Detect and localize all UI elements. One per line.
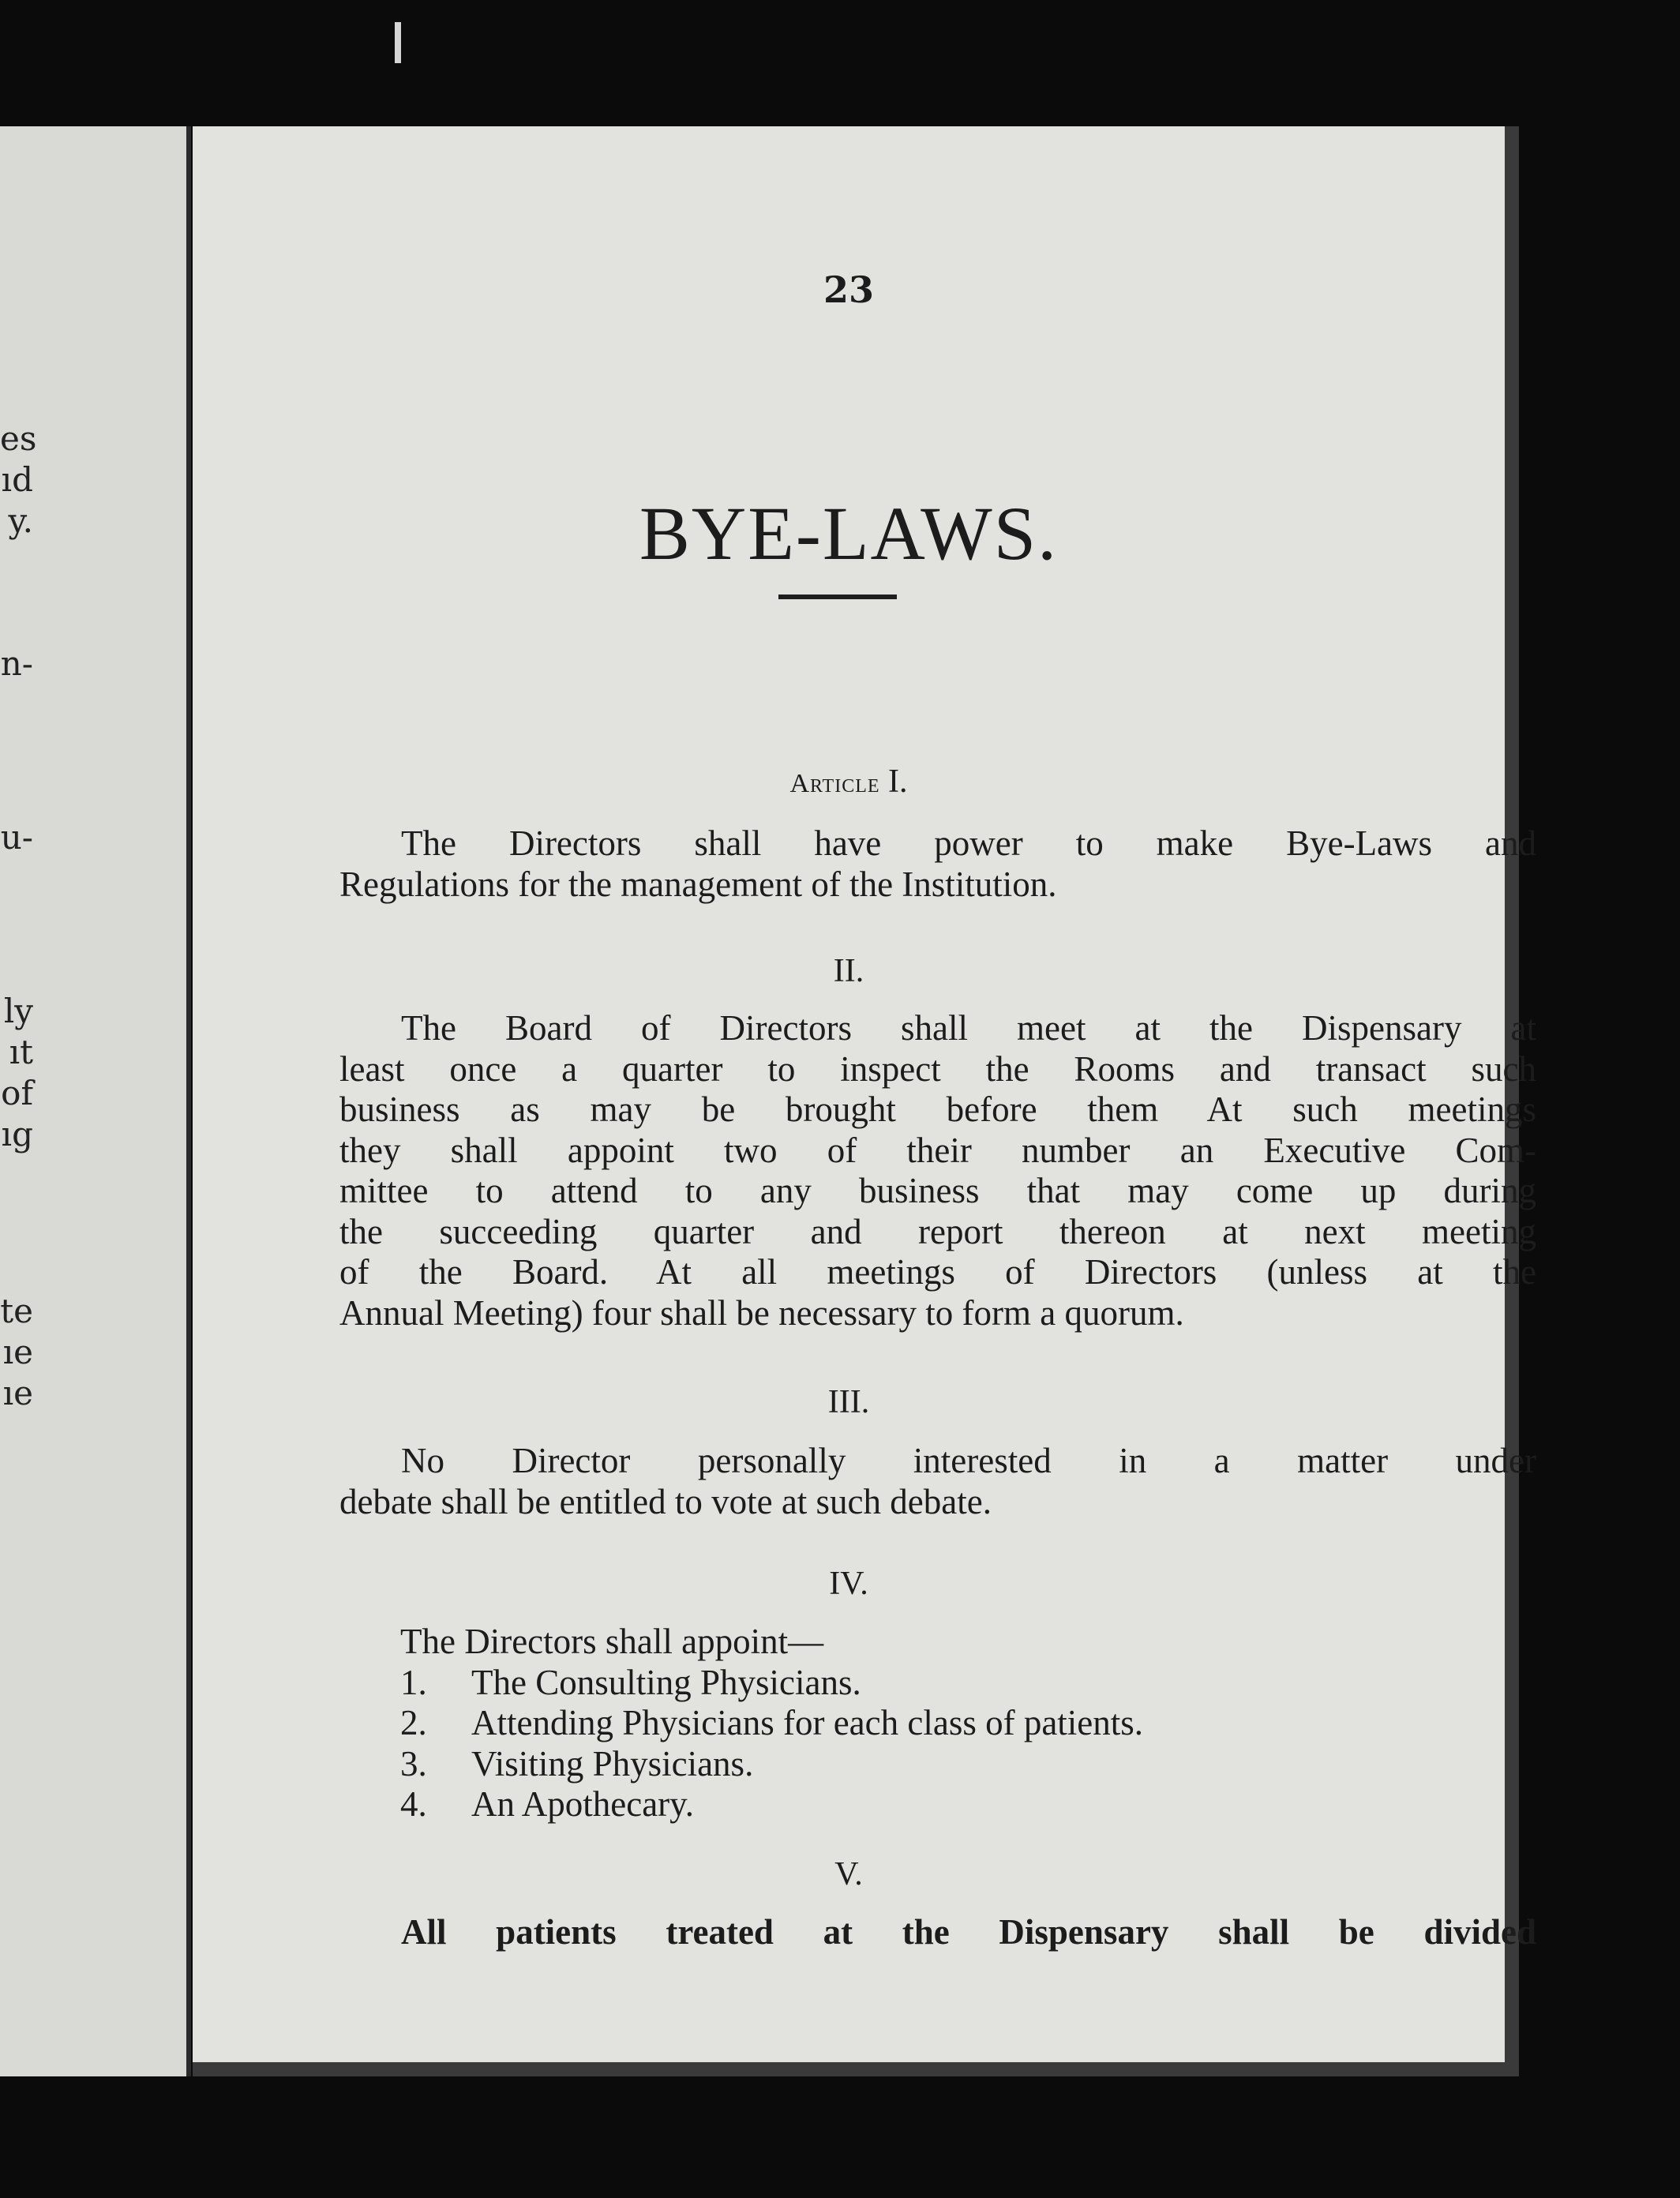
article-heading: III. bbox=[827, 1384, 870, 1420]
text-line: All patients treated at the Dispensary shall be divided bbox=[401, 1912, 1536, 1952]
title-divider bbox=[778, 595, 897, 599]
fragment-text: es bbox=[0, 419, 37, 458]
page-title: BYE-LAWS. bbox=[639, 491, 1059, 576]
article-heading: II. bbox=[833, 953, 864, 989]
list-text: An Apothecary. bbox=[471, 1784, 694, 1824]
appointment-list bbox=[400, 1622, 1427, 1825]
article-heading: V. bbox=[834, 1856, 863, 1892]
article-heading-prefix: Article bbox=[789, 769, 880, 798]
fragment-text: n- bbox=[0, 644, 33, 683]
list-text: Visiting Physicians. bbox=[471, 1743, 754, 1784]
text-line: business as may be brought before them At such meetings bbox=[339, 1090, 1536, 1129]
article-text bbox=[339, 1441, 1536, 1522]
list-item bbox=[400, 1663, 1427, 1704]
fragment-text: te bbox=[0, 1292, 33, 1330]
text-line: debate shall be entitled to vote at such debate. bbox=[339, 1481, 992, 1521]
list-text: The Consulting Physicians. bbox=[471, 1662, 861, 1702]
article-text bbox=[339, 1912, 1536, 1953]
list-text: Attending Physicians for each class of patients. bbox=[471, 1703, 1144, 1742]
scan-mark bbox=[395, 22, 401, 63]
fragment-text: ıt bbox=[9, 1033, 33, 1071]
text-line: the succeeding quarter and report thereon at next meeting bbox=[339, 1211, 1536, 1251]
text-line: they shall appoint two of their number an Executive Com- bbox=[339, 1130, 1536, 1170]
list-number: 1. bbox=[400, 1662, 427, 1702]
document-page bbox=[193, 126, 1536, 2076]
article-heading: IV. bbox=[829, 1566, 868, 1602]
article-heading-numeral: I. bbox=[888, 763, 908, 800]
text-line: of the Board. At all meetings of Directors (unless at the bbox=[339, 1252, 1536, 1292]
fragment-text: ıe bbox=[2, 1333, 33, 1371]
text-line: No Director personally interested in a matter under bbox=[401, 1441, 1536, 1480]
list-item bbox=[400, 1784, 1427, 1825]
text-line: The Directors shall have power to make Bye-Laws and bbox=[401, 823, 1536, 863]
list-item bbox=[400, 1703, 1427, 1744]
text-line: Regulations for the management of the Institution. bbox=[339, 864, 1057, 904]
list-number: 2. bbox=[400, 1703, 427, 1742]
article-text bbox=[339, 1008, 1536, 1333]
text-line: least once a quarter to inspect the Rooms and transact such bbox=[339, 1048, 1536, 1089]
text-line: mittee to attend to any business that may come up during bbox=[339, 1171, 1536, 1210]
list-number: 3. bbox=[400, 1743, 427, 1784]
fragment-text: y. bbox=[8, 501, 33, 540]
fragment-text: ıg bbox=[1, 1115, 33, 1153]
list-item bbox=[400, 1744, 1427, 1785]
fragment-text: of bbox=[1, 1074, 33, 1112]
fragment-text: ıd bbox=[1, 460, 33, 499]
list-number: 4. bbox=[400, 1784, 427, 1824]
text-line: Annual Meeting) four shall be necessary to form a quorum. bbox=[339, 1292, 1184, 1333]
fragment-text: ıe bbox=[2, 1374, 33, 1412]
fragment-text: ly bbox=[3, 992, 33, 1030]
text-line: The Board of Directors shall meet at the Dispensary at bbox=[401, 1008, 1536, 1048]
article-text bbox=[339, 823, 1536, 905]
fragment-text: u- bbox=[0, 818, 33, 857]
list-intro: The Directors shall appoint— bbox=[400, 1622, 824, 1661]
page-number: 23 bbox=[823, 268, 874, 311]
article-heading bbox=[193, 763, 1505, 801]
previous-page-fragment bbox=[0, 126, 191, 2076]
